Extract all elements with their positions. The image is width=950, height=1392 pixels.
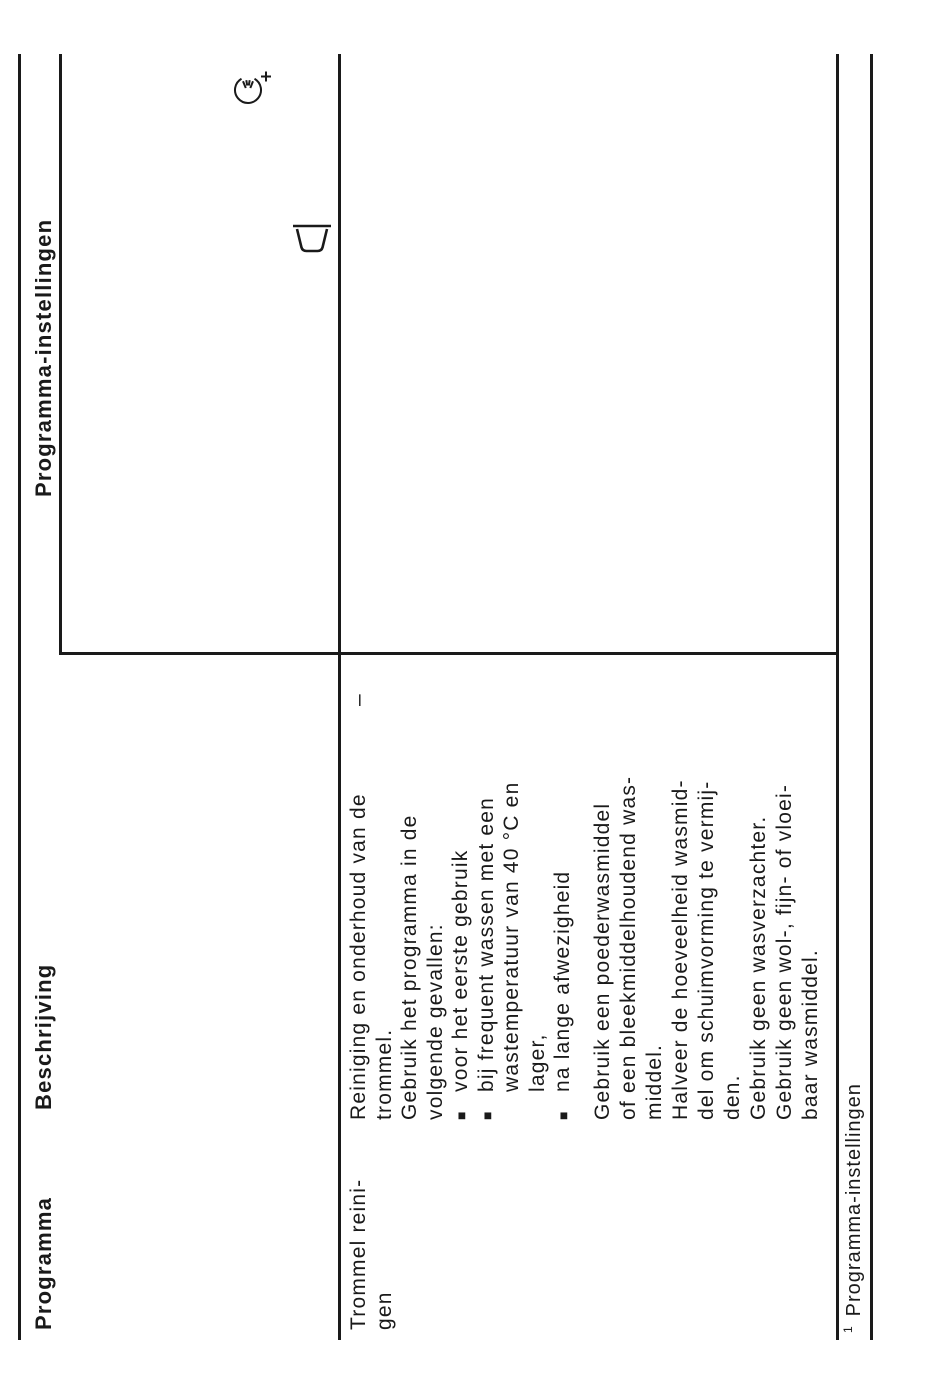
footnote [841,1083,866,1333]
settings-header-rule [59,54,62,655]
description-line: volgende gevallen: [423,923,447,1120]
water-plus-icon [230,66,274,110]
description-line: Gebruik geen wasverzachter. [747,815,770,1120]
description-line: Gebruik het programma in de [398,814,421,1120]
description-text: bij frequent wassen met een [474,796,498,1092]
description-paragraph-2 [590,776,824,1120]
description-line: wastemperatuur van 40 °C en [500,781,523,1092]
description-line [550,782,576,1120]
header-bottom-rule [338,54,341,1340]
setting-value-dash: – [347,694,370,706]
description-text: na lange afwezigheid [551,870,574,1092]
bullet-square: ■ [478,1110,495,1120]
description-line: del om schuimvorming te vermij- [695,780,718,1120]
description-line: trommel. [372,1028,396,1120]
column-header-beschrijving: Beschrijving [31,963,56,1110]
description-line: den. [721,1074,744,1120]
description-line [448,782,474,1120]
description-line: baar wasmiddel. [799,949,822,1120]
description-paragraph-1 [346,782,576,1120]
bullet-square: ■ [453,1110,469,1120]
footnote-rule [870,54,873,1340]
table-bottom-rule [836,54,839,1340]
description-line: Halveer de hoeveelheid wasmid- [669,779,692,1120]
column-header-programma: Programma [31,1196,56,1330]
program-name-cell [346,1179,397,1330]
description-line: middel. [643,1043,666,1120]
description-line: Reiniging en onderhoud van de [347,793,370,1120]
table-top-rule [18,54,21,1340]
column-header-instellingen: Programma-instellingen [31,218,56,497]
footnote-text: Programma-instellingen [843,1083,865,1317]
description-line: Gebruik een poederwasmiddel [591,802,614,1120]
program-name-line: gen [372,1291,396,1330]
program-name-line: Trommel reini- [347,1178,370,1330]
description-line [474,782,500,1120]
description-line: lager, [525,1033,549,1092]
description-line: of een bleekmiddelhoudend was- [617,775,640,1120]
footnote-marker: 1 [841,1325,855,1333]
description-text: voor het eerste gebruik [449,849,472,1092]
description-line: Gebruik geen wol-, fijn- of vloei- [773,783,796,1120]
settings-column-divider [59,652,839,655]
wash-tub-icon [290,214,334,258]
bullet-square: ■ [555,1110,571,1120]
